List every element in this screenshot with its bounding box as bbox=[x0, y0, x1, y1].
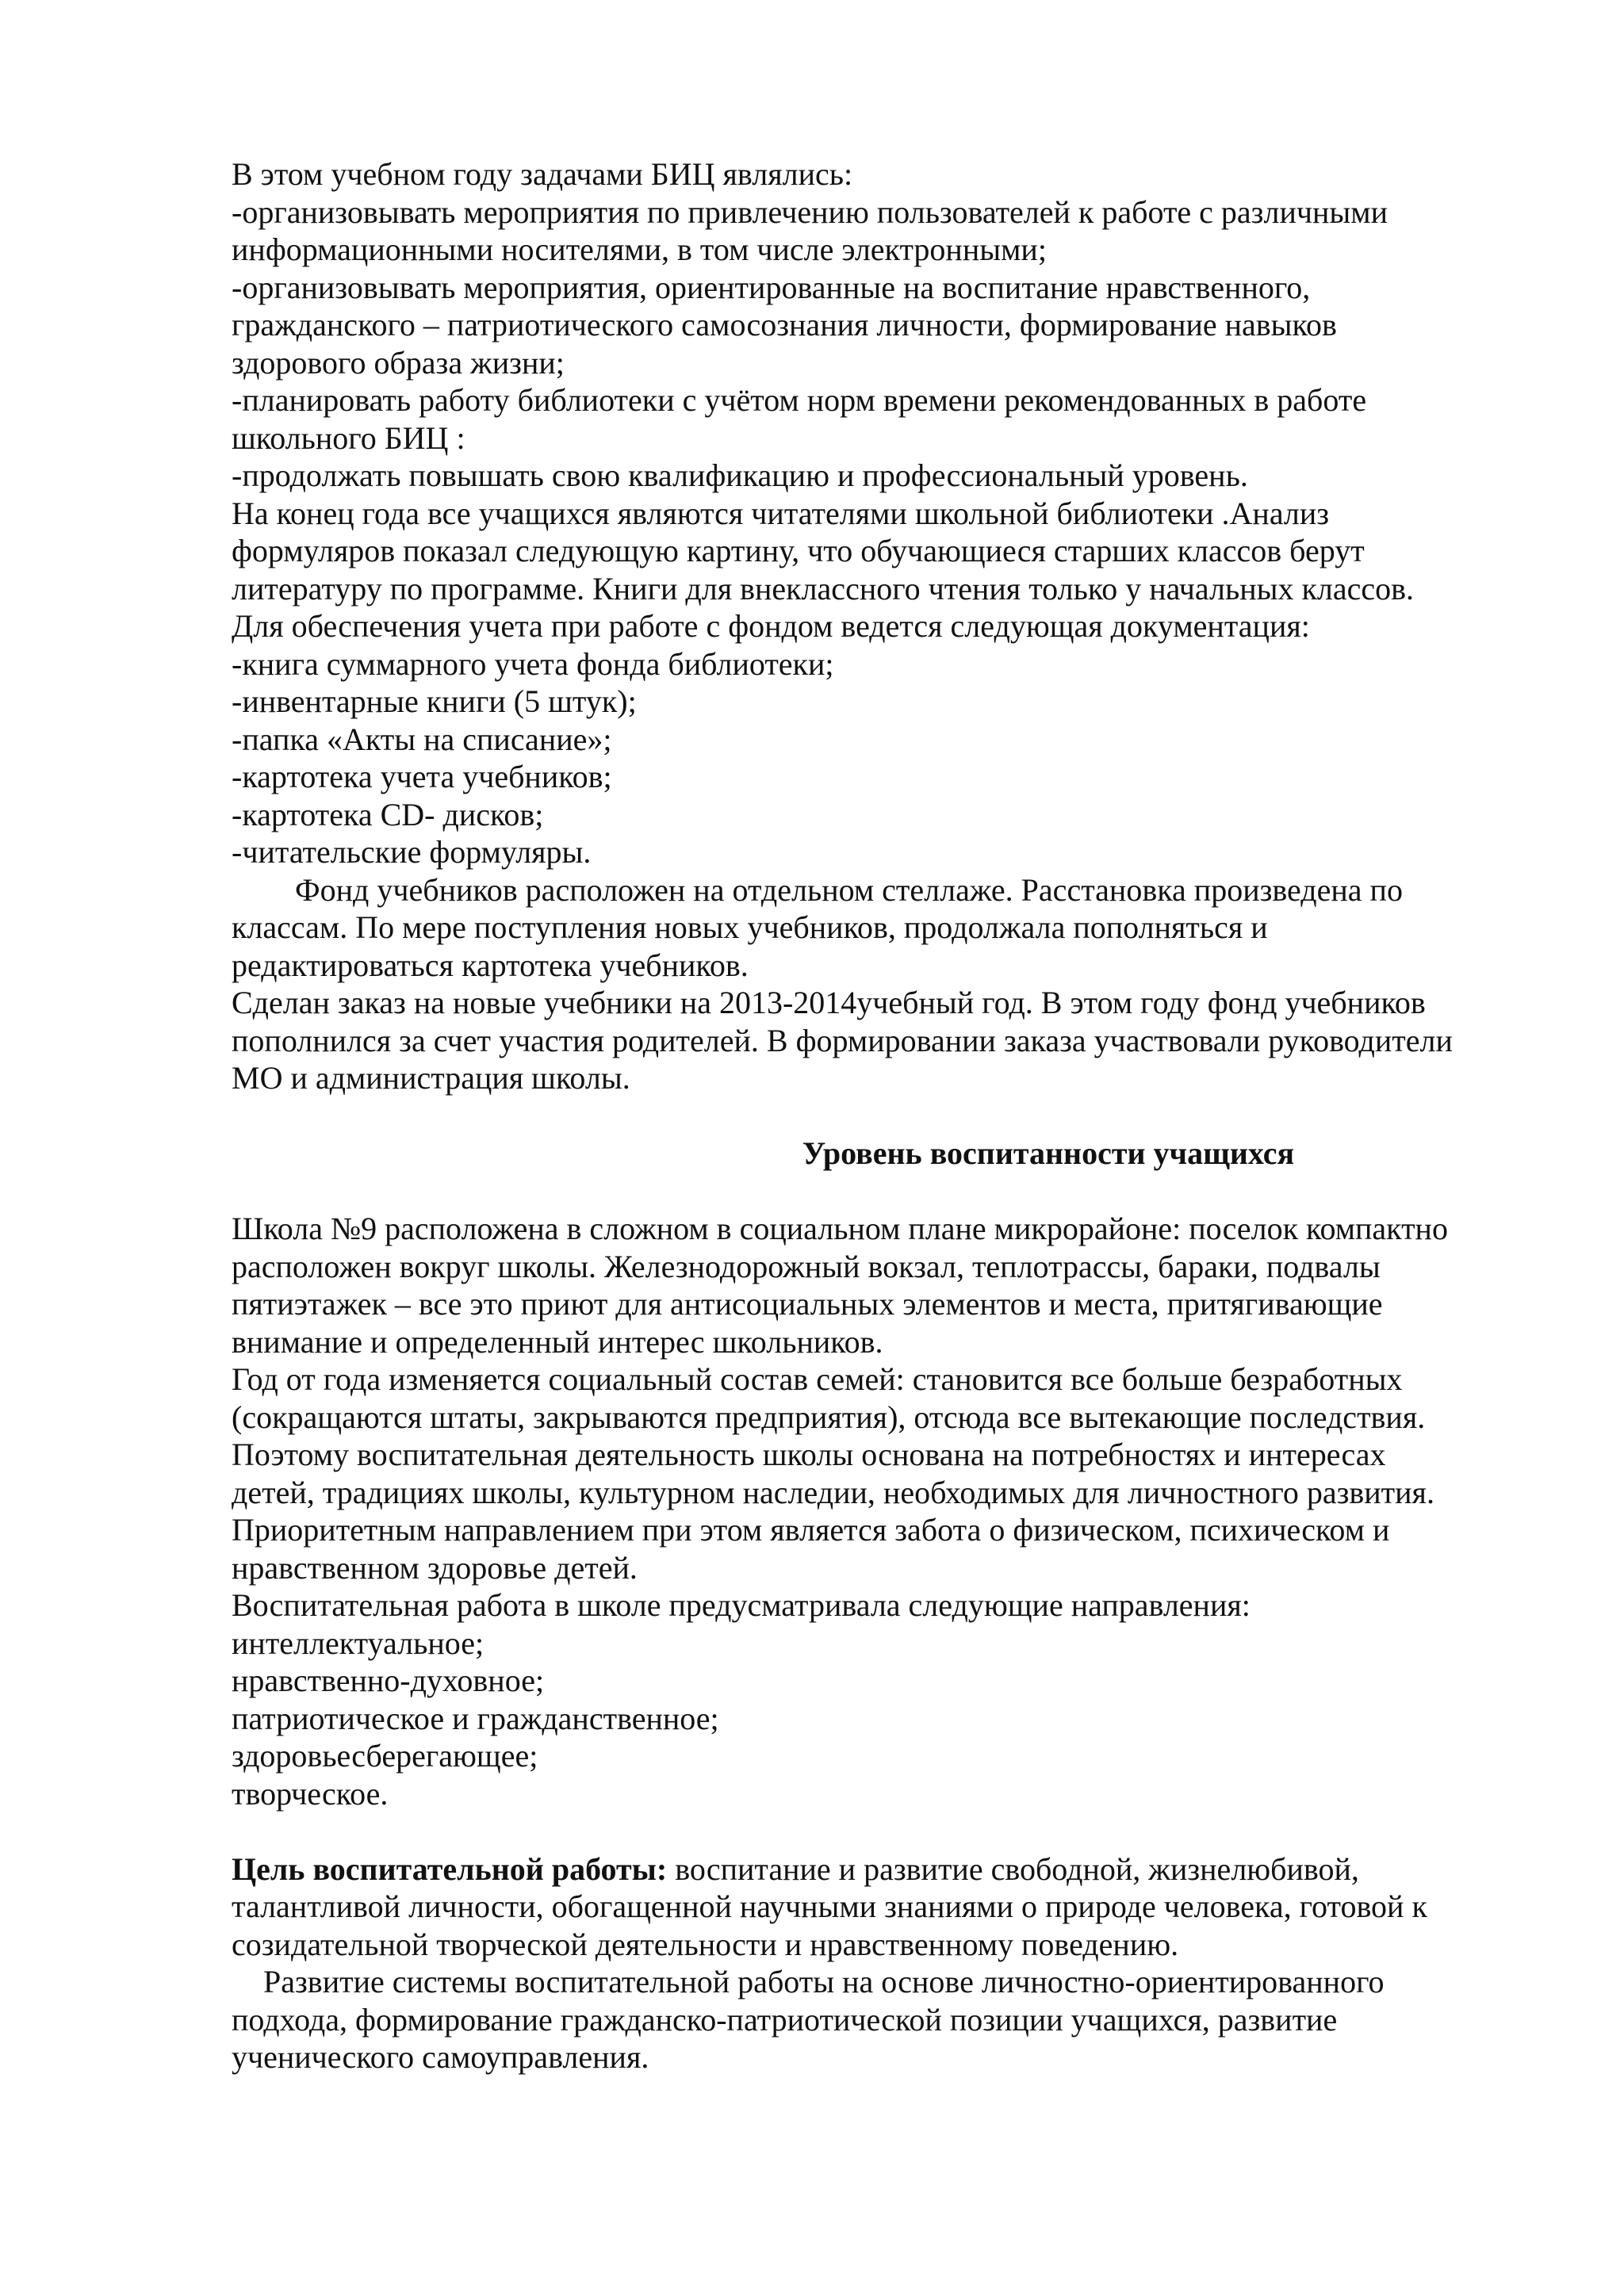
text-line: -организовывать мероприятия, ориентированные на воспитание нравственного, bbox=[232, 269, 1311, 305]
text-line: информационными носителями, в том числе электронными; bbox=[232, 232, 1047, 267]
list-item: интеллектуальное; bbox=[232, 1624, 485, 1661]
text-line: созидательной творческой деятельности и нравственному поведению. bbox=[232, 1926, 1179, 1962]
spacer bbox=[232, 1173, 1580, 1211]
list-item: патриотическое и гражданственное; bbox=[232, 1700, 719, 1736]
list-item: -инвентарные книги (5 штук); bbox=[232, 683, 637, 719]
section-heading: Уровень воспитанности учащихся bbox=[802, 1135, 1295, 1171]
goal-section bbox=[232, 1850, 1580, 2076]
text-line: Приоритетным направлением при этом является забота о физическом, психическом и bbox=[232, 1512, 1390, 1548]
text-line: -планировать работу библиотеки с учётом норм времени рекомендованных в работе bbox=[232, 382, 1367, 418]
text-line: Воспитательная работа в школе предусматривала следующие направления: bbox=[232, 1587, 1251, 1623]
text-line: детей, традициях школы, культурном наследии, необходимых для личностного развития. bbox=[232, 1474, 1434, 1510]
text-line: МО и администрация школы. bbox=[232, 1060, 630, 1096]
text-line: Год от года изменяется социальный состав семей: становится все больше безработных bbox=[232, 1361, 1403, 1397]
text-line: здорового образа жизни; bbox=[232, 344, 565, 381]
upbringing-section bbox=[232, 1210, 1580, 1812]
library-section bbox=[232, 155, 1580, 871]
list-item: -картотека учета учебников; bbox=[232, 759, 612, 794]
text-line: классам. По мере поступления новых учебников, продолжала пополняться и bbox=[232, 909, 1268, 945]
text-line: талантливой личности, обогащенной научными знаниями о природе человека, готовой к bbox=[232, 1888, 1427, 1924]
text-line: Сделан заказ на новые учебники на 2013-2014учебный год. В этом году фонд учебников bbox=[232, 985, 1426, 1020]
document-page bbox=[232, 155, 1580, 2076]
text-line: Поэтому воспитательная деятельность школы основана на потребностях и интересах bbox=[232, 1437, 1386, 1472]
text-line: гражданского – патриотического самосознания личности, формирование навыков bbox=[232, 307, 1337, 342]
text-line: Школа №9 расположена в сложном в социальном плане микрорайоне: поселок компактно bbox=[232, 1211, 1448, 1246]
text-line: Фонд учебников расположен на отдельном стеллаже. Расстановка произведена по bbox=[295, 871, 1403, 908]
list-item: творческое. bbox=[232, 1775, 389, 1812]
list-item: здоровьесберегающее; bbox=[232, 1738, 538, 1774]
text-line: -организовывать мероприятия по привлечению пользователей к работе с различными bbox=[232, 193, 1388, 230]
goal-label: Цель воспитательной работы: bbox=[232, 1850, 668, 1887]
text-line: пополнился за счет участия родителей. В формировании заказа участвовали руководители bbox=[232, 1022, 1453, 1058]
text-line: (сокращаются штаты, закрываются предприятия), отсюда все вытекающие последствия. bbox=[232, 1399, 1426, 1435]
text-line: Для обеспечения учета при работе с фондом ведется следующая документация: bbox=[232, 608, 1310, 644]
text-line: редактироваться картотека учебников. bbox=[232, 947, 749, 983]
text-line: Развитие системы воспитательной работы на основе личностно-ориентированного bbox=[263, 1964, 1385, 1999]
text-line: литературу по программе. Книги для внеклассного чтения только у начальных классов. bbox=[232, 570, 1415, 607]
text-line: -продолжать повышать свою квалификацию и профессиональный уровень. bbox=[232, 457, 1248, 493]
text-line: В этом учебном году задачами БИЦ являлись: bbox=[232, 156, 853, 192]
textbook-fund-section bbox=[232, 871, 1580, 1097]
text-line: школьного БИЦ : bbox=[232, 419, 465, 456]
text-line: подхода, формирование гражданско-патриотической позиции учащихся, развитие bbox=[232, 2001, 1338, 2038]
text-line: расположен вокруг школы. Железнодорожный вокзал, теплотрассы, бараки, подвалы bbox=[232, 1248, 1381, 1284]
text-line: формуляров показал следующую картину, что обучающиеся старших классов берут bbox=[232, 533, 1365, 568]
text-line bbox=[232, 1850, 1580, 1888]
list-item: -книга суммарного учета фонда библиотеки; bbox=[232, 645, 834, 682]
list-item: нравственно-духовное; bbox=[232, 1663, 545, 1698]
spacer bbox=[232, 1812, 1580, 1850]
text-line: На конец года все учащихся являются читателями школьной библиотеки .Анализ bbox=[232, 495, 1330, 531]
text-line: ученического самоуправления. bbox=[232, 2039, 649, 2075]
text-line: внимание и определенный интерес школьников. bbox=[232, 1323, 883, 1360]
text-line: пятиэтажек – все это приют для антисоциальных элементов и места, притягивающие bbox=[232, 1286, 1383, 1322]
list-item: -картотека CD- дисков; bbox=[232, 796, 544, 832]
list-item: -папка «Акты на списание»; bbox=[232, 721, 612, 757]
spacer bbox=[232, 1097, 1580, 1135]
list-item: -читательские формуляры. bbox=[232, 834, 592, 870]
text-line: нравственном здоровье детей. bbox=[232, 1549, 638, 1586]
goal-text: воспитание и развитие свободной, жизнелюбивой, bbox=[667, 1850, 1359, 1887]
